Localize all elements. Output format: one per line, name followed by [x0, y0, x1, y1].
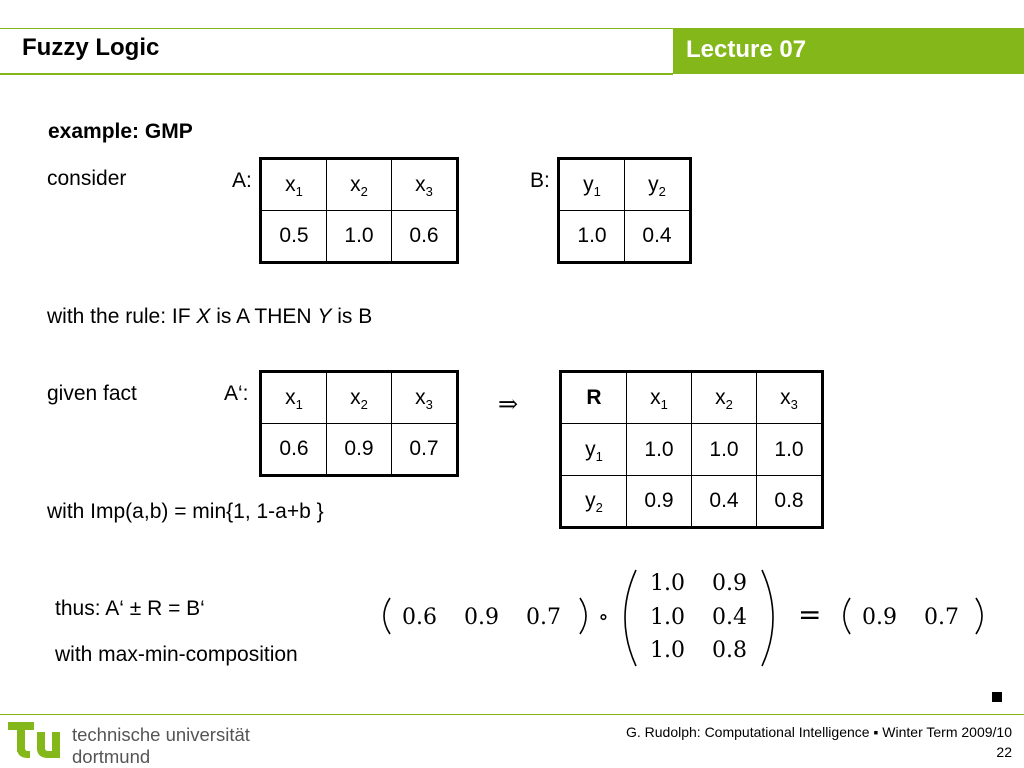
table-a-head-cell: $x_1$: [261, 159, 327, 211]
table-b-cell: 1.0: [559, 211, 625, 263]
left-vector-value: 0.9: [464, 605, 499, 630]
label-a: A:: [232, 169, 252, 192]
imp-definition: with Imp(a,b) = min{1, 1-a+b }: [47, 500, 324, 523]
matrix-value: 0.9: [712, 571, 747, 596]
lecture-badge: Lecture 07: [673, 29, 1024, 74]
table-a-cell: 1.0: [327, 211, 392, 263]
slide-title: Fuzzy Logic: [22, 34, 160, 61]
table-r-cell: 0.4: [692, 476, 757, 528]
table-r-cell: 0.9: [627, 476, 692, 528]
left-vector-value: 0.7: [526, 605, 561, 630]
table-a-head-cell: $x_2$: [327, 159, 392, 211]
rule-text: with the rule: IF X is A THEN Y is B: [47, 305, 373, 328]
table-a-prime-head-cell: $x_2$: [327, 372, 392, 424]
table-a-cell: 0.6: [392, 211, 458, 263]
table-r-cell: 1.0: [627, 424, 692, 476]
footer-rule: [0, 714, 1024, 715]
table-b: [557, 157, 692, 264]
table-r-row-head: $y_1$: [561, 424, 627, 476]
table-a-prime-cell: 0.9: [327, 424, 392, 476]
table-r-col-head: $x_3$: [757, 372, 823, 424]
table-b-head-cell: $y_2$: [625, 159, 691, 211]
matrix-close-paren: [762, 570, 773, 666]
table-r-cell: 1.0: [757, 424, 823, 476]
matrix-open-paren: [625, 570, 636, 666]
example-heading: example: GMP: [48, 120, 193, 143]
university-name: technische universität dortmund: [72, 724, 250, 767]
table-a-prime-cell: 0.6: [261, 424, 327, 476]
table-a-prime: [259, 370, 459, 477]
right-vector-open-paren: [844, 598, 850, 634]
table-a-prime-cell: 0.7: [392, 424, 458, 476]
right-vector-value: 0.9: [862, 605, 897, 630]
end-of-proof-square: [992, 692, 1002, 702]
matrix-value: 0.8: [712, 638, 747, 663]
matrix-value: 1.0: [650, 571, 685, 596]
label-b: B:: [530, 169, 550, 192]
composition-formula: [378, 566, 998, 670]
table-a-prime-head-cell: $x_3$: [392, 372, 458, 424]
table-r-cell: 0.8: [757, 476, 823, 528]
right-vector-close-paren: [976, 598, 982, 634]
table-a-head-cell: $x_3$: [392, 159, 458, 211]
tu-logo-icon: [4, 718, 64, 764]
table-r-col-head: $x_2$: [692, 372, 757, 424]
table-a-prime-head-cell: $x_1$: [261, 372, 327, 424]
table-r-cell: 1.0: [692, 424, 757, 476]
implies-arrow: ⇒: [498, 390, 519, 418]
given-fact-label: given fact: [47, 382, 137, 405]
consider-label: consider: [47, 167, 127, 190]
label-a-prime: A‘:: [224, 382, 249, 405]
table-a-cell: 0.5: [261, 211, 327, 263]
table-r-row-head: $y_2$: [561, 476, 627, 528]
composition-note: with max-min-composition: [55, 643, 298, 666]
page-number: 22: [996, 744, 1012, 760]
composition-operator: ∘: [598, 605, 609, 630]
table-b-cell: 0.4: [625, 211, 691, 263]
table-a: [259, 157, 459, 264]
left-vector-value: 0.6: [402, 605, 437, 630]
right-vector-value: 0.7: [924, 605, 959, 630]
table-r-col-head: $x_1$: [627, 372, 692, 424]
matrix-value: 1.0: [650, 605, 685, 630]
equals-sign: =: [798, 598, 822, 631]
footer-course: G. Rudolph: Computational Intelligence ▪ Winter Term 2009/10: [625, 724, 1012, 740]
table-r: [559, 370, 824, 529]
matrix-value: 0.4: [712, 605, 747, 630]
left-vector-close-paren: [580, 598, 586, 634]
table-r-corner: R: [561, 372, 627, 424]
left-vector-open-paren: [384, 598, 390, 634]
table-b-head-cell: $y_1$: [559, 159, 625, 211]
matrix-value: 1.0: [650, 638, 685, 663]
header-rule-bottom: [0, 73, 673, 75]
footer-credit: [626, 722, 1012, 762]
thus-statement: thus: A‘ ± R = B‘: [55, 597, 205, 620]
